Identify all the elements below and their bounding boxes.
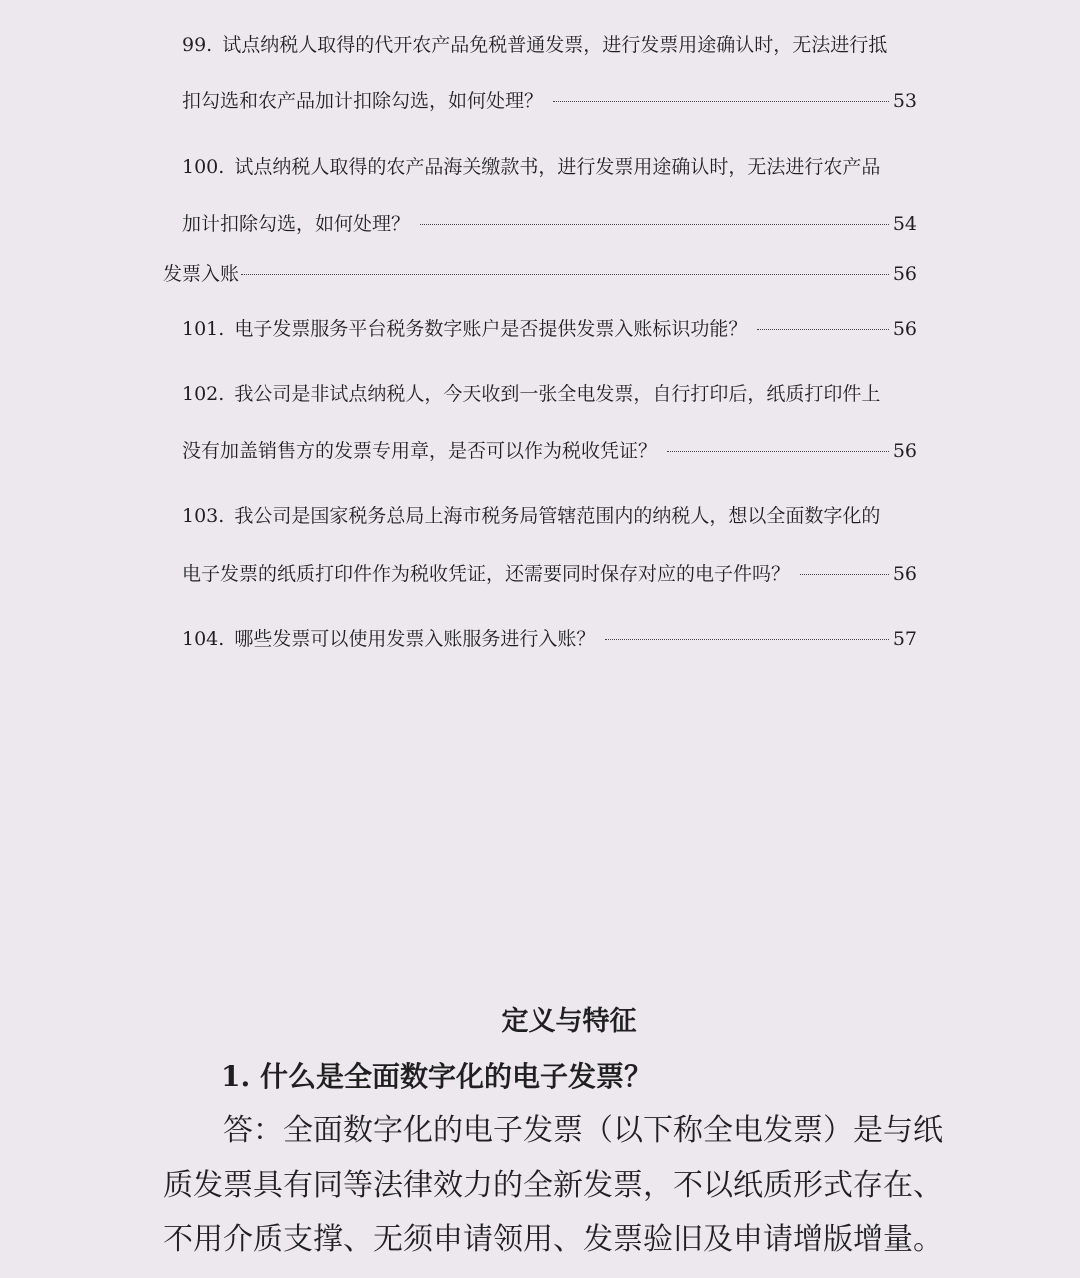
toc-entry-title: 哪些发票可以使用发票入账服务进行入账？ (234, 628, 596, 650)
toc-entry-title: 电子发票服务平台税务数字账户是否提供发票入账标识功能？ (234, 318, 748, 340)
toc-entry-title: 我公司是国家税务总局上海市税务局管辖范围内的纳税人，想以全面数字化的 (234, 505, 881, 527)
toc-entry-100-line1 (182, 155, 917, 179)
toc-entry-number: 99. (182, 34, 213, 56)
toc-page-number: 56 (892, 563, 917, 585)
toc-entry-number: 101. (182, 318, 225, 340)
toc-entry-99-line2 (182, 89, 917, 113)
question-number: 1. (221, 1060, 251, 1093)
toc-entry-number: 104. (182, 628, 225, 650)
toc-page-number: 54 (892, 213, 917, 235)
toc-page-number: 53 (892, 90, 917, 112)
dot-leader (241, 274, 889, 275)
toc-entry-number: 103. (182, 505, 225, 527)
toc-entry-103-line2 (182, 562, 917, 586)
toc-entry-title-cont: 加计扣除勾选，如何处理？ (182, 213, 411, 235)
toc-section-invoice-entry (163, 262, 917, 286)
answer-line-3: 不用介质支撑、无须申请领用、发票验旧及申请增版增量。 (163, 1222, 943, 1257)
toc-entry-title-cont: 扣勾选和农产品加计扣除勾选，如何处理？ (182, 90, 544, 112)
dot-leader (757, 329, 888, 330)
toc-entry-title: 我公司是非试点纳税人，今天收到一张全电发票，自行打印后，纸质打印件上 (234, 383, 881, 405)
toc-entry-101 (182, 317, 917, 341)
question-text: 什么是全面数字化的电子发票？ (259, 1060, 652, 1093)
toc-page-number: 57 (892, 628, 917, 650)
toc-entry-99-line1 (182, 33, 917, 57)
toc-entry-title: 试点纳税人取得的代开农产品免税普通发票，进行发票用途确认时，无法进行抵 (222, 34, 888, 56)
toc-entry-title: 试点纳税人取得的农产品海关缴款书，进行发票用途确认时，无法进行农产品 (234, 156, 881, 178)
toc-page-number: 56 (892, 440, 917, 462)
toc-entry-102-line1 (182, 382, 917, 406)
dot-leader (605, 639, 888, 640)
dot-leader (667, 451, 889, 452)
toc-page-number: 56 (892, 263, 917, 285)
answer-line-1: 答：全面数字化的电子发票（以下称全电发票）是与纸 (163, 1113, 943, 1148)
question-title (221, 1058, 652, 1096)
toc-entry-number: 100. (182, 156, 225, 178)
toc-entry-102-line2 (182, 439, 917, 463)
section-heading: 定义与特征 (501, 1006, 637, 1037)
toc-entry-number: 102. (182, 383, 225, 405)
toc-entry-103-line1 (182, 504, 917, 528)
toc-entry-title-cont: 电子发票的纸质打印件作为税收凭证，还需要同时保存对应的电子件吗？ (182, 563, 791, 585)
toc-entry-title-cont: 没有加盖销售方的发票专用章，是否可以作为税收凭证？ (182, 440, 658, 462)
toc-section-title: 发票入账 (163, 263, 240, 285)
dot-leader (553, 101, 889, 102)
dot-leader (800, 574, 889, 575)
toc-entry-100-line2 (182, 212, 917, 236)
toc-entry-104 (182, 627, 917, 651)
answer-line-2: 质发票具有同等法律效力的全新发票，不以纸质形式存在、 (163, 1168, 943, 1203)
dot-leader (420, 224, 889, 225)
toc-page-number: 56 (892, 318, 917, 340)
